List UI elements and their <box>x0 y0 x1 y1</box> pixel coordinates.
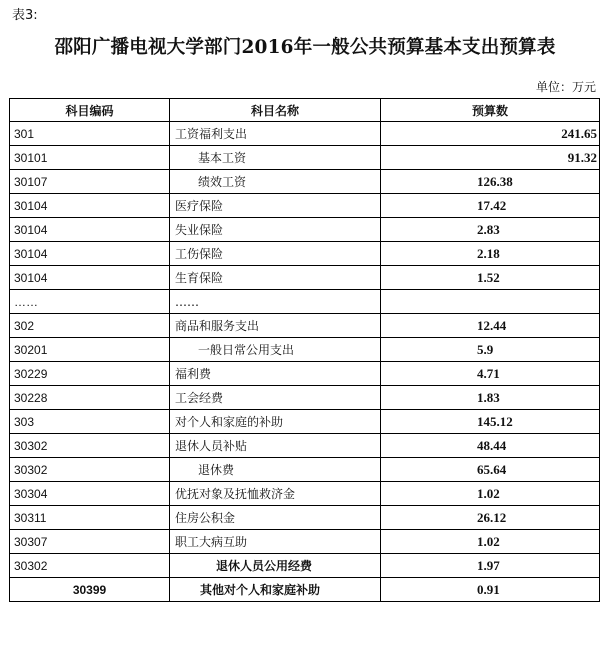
row-code: 30399 <box>10 578 170 602</box>
table-row <box>10 362 600 386</box>
row-name: 其他对个人和家庭补助 <box>170 578 381 602</box>
row-amount: 2.83 <box>381 218 600 242</box>
row-code: 302 <box>10 314 170 338</box>
table-row <box>10 530 600 554</box>
row-name: 失业保险 <box>170 218 381 242</box>
row-amount: 4.71 <box>381 362 600 386</box>
table-row <box>10 506 600 530</box>
row-amount: 0.91 <box>381 578 600 602</box>
table-row <box>10 578 600 602</box>
row-name: 住房公积金 <box>170 506 381 530</box>
row-amount <box>381 290 600 314</box>
table-row <box>10 314 600 338</box>
row-amount: 17.42 <box>381 194 600 218</box>
row-name: 生育保险 <box>170 266 381 290</box>
row-name: 退休人员公用经费 <box>170 554 381 578</box>
table-row <box>10 410 600 434</box>
row-amount: 48.44 <box>381 434 600 458</box>
row-name: 一般日常公用支出 <box>170 338 381 362</box>
row-name: 绩效工资 <box>170 170 381 194</box>
row-code: 30302 <box>10 554 170 578</box>
row-code: 30104 <box>10 242 170 266</box>
table-row <box>10 266 600 290</box>
row-name: 工伤保险 <box>170 242 381 266</box>
row-code: 30104 <box>10 266 170 290</box>
row-amount: 126.38 <box>381 170 600 194</box>
row-code: 30311 <box>10 506 170 530</box>
row-amount: 1.02 <box>381 482 600 506</box>
row-name: 工会经费 <box>170 386 381 410</box>
row-amount: 1.02 <box>381 530 600 554</box>
row-amount: 1.52 <box>381 266 600 290</box>
row-name: 基本工资 <box>170 146 381 170</box>
row-amount: 12.44 <box>381 314 600 338</box>
row-code: 30104 <box>10 218 170 242</box>
row-code: 30304 <box>10 482 170 506</box>
table-row <box>10 122 600 146</box>
row-code: 301 <box>10 122 170 146</box>
row-amount: 26.12 <box>381 506 600 530</box>
row-code: 30229 <box>10 362 170 386</box>
row-amount: 241.65 <box>381 122 600 146</box>
row-code: 30307 <box>10 530 170 554</box>
row-name: 退休人员补贴 <box>170 434 381 458</box>
page-title: 邵阳广播电视大学部门2016年一般公共预算基本支出预算表 <box>54 37 556 58</box>
row-code: 30228 <box>10 386 170 410</box>
table-row <box>10 146 600 170</box>
row-amount: 145.12 <box>381 410 600 434</box>
row-name: 职工大病互助 <box>170 530 381 554</box>
unit-note: 单位：万元 <box>535 80 596 94</box>
row-amount: 91.32 <box>381 146 600 170</box>
row-amount: 1.83 <box>381 386 600 410</box>
header-row <box>10 99 600 122</box>
header-name: 科目名称 <box>170 99 381 122</box>
table-label: 表3: <box>12 8 38 23</box>
row-amount: 2.18 <box>381 242 600 266</box>
row-amount: 65.64 <box>381 458 600 482</box>
row-name: …… <box>170 290 381 314</box>
table-row <box>10 554 600 578</box>
header-amount: 预算数 <box>381 99 600 122</box>
row-code: …… <box>10 290 170 314</box>
table-row <box>10 242 600 266</box>
row-name: 工资福利支出 <box>170 122 381 146</box>
table-row <box>10 290 600 314</box>
table-row <box>10 218 600 242</box>
table-row <box>10 482 600 506</box>
row-amount: 5.9 <box>381 338 600 362</box>
row-code: 30302 <box>10 434 170 458</box>
row-code: 30201 <box>10 338 170 362</box>
row-code: 30107 <box>10 170 170 194</box>
table-row <box>10 170 600 194</box>
row-code: 303 <box>10 410 170 434</box>
row-name: 医疗保险 <box>170 194 381 218</box>
row-name: 福利费 <box>170 362 381 386</box>
row-code: 30104 <box>10 194 170 218</box>
row-code: 30101 <box>10 146 170 170</box>
table-row <box>10 338 600 362</box>
table-row <box>10 386 600 410</box>
table-row <box>10 458 600 482</box>
row-name: 商品和服务支出 <box>170 314 381 338</box>
row-name: 优抚对象及抚恤救济金 <box>170 482 381 506</box>
table-row <box>10 434 600 458</box>
row-name: 对个人和家庭的补助 <box>170 410 381 434</box>
row-amount: 1.97 <box>381 554 600 578</box>
row-name: 退休费 <box>170 458 381 482</box>
table-row <box>10 194 600 218</box>
row-code: 30302 <box>10 458 170 482</box>
header-code: 科目编码 <box>10 99 170 122</box>
budget-table <box>9 98 600 602</box>
